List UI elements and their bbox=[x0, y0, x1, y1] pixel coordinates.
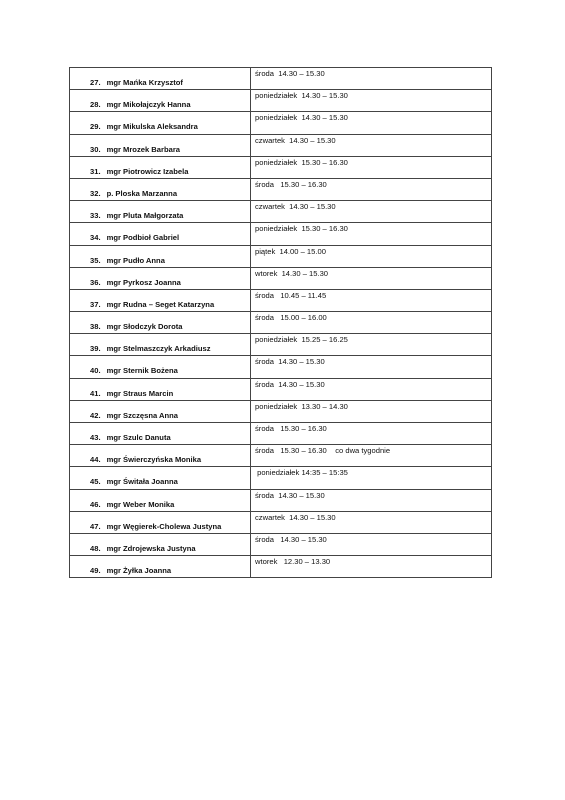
teacher-cell bbox=[70, 312, 251, 334]
hours-cell bbox=[251, 90, 492, 112]
row-number: 45. bbox=[90, 477, 101, 487]
teacher-entry bbox=[70, 379, 250, 399]
teacher-cell bbox=[70, 156, 251, 178]
row-number: 34. bbox=[90, 233, 101, 243]
teacher-name: mgr Mańka Krzysztof bbox=[106, 78, 183, 87]
teacher-entry bbox=[70, 534, 250, 554]
consultation-hours: wtorek 14.30 – 15.30 bbox=[255, 268, 329, 278]
teacher-entry bbox=[70, 490, 250, 510]
consultation-hours: środa 15.30 – 16.30 bbox=[255, 179, 327, 189]
teacher-cell bbox=[70, 90, 251, 112]
consultation-hours: środa 14.30 – 15.30 bbox=[255, 490, 325, 500]
teacher-entry bbox=[70, 423, 250, 443]
table-row bbox=[70, 178, 492, 200]
hours-cell bbox=[251, 489, 492, 511]
hours-cell bbox=[251, 423, 492, 445]
row-number: 39. bbox=[90, 344, 101, 354]
teacher-cell bbox=[70, 533, 251, 555]
consultation-hours: czwartek 14.30 – 15.30 bbox=[255, 135, 336, 145]
teacher-cell bbox=[70, 467, 251, 489]
teacher-name: mgr Szczęsna Anna bbox=[106, 410, 179, 420]
hours-cell bbox=[251, 201, 492, 223]
teacher-name: mgr Szulc Danuta bbox=[106, 433, 171, 442]
row-number: 40. bbox=[90, 366, 101, 376]
teacher-cell bbox=[70, 178, 251, 200]
hours-cell bbox=[251, 556, 492, 578]
consultation-hours: poniedziałek 14.30 – 15.30 bbox=[255, 113, 348, 123]
row-number: 37. bbox=[90, 299, 101, 309]
teacher-entry bbox=[70, 445, 250, 465]
table-row bbox=[70, 68, 492, 90]
teacher-name: mgr Żyłka Joanna bbox=[106, 566, 172, 576]
table-row bbox=[70, 423, 492, 445]
teacher-cell bbox=[70, 245, 251, 267]
consultation-hours: poniedziałek 13.30 – 14.30 bbox=[255, 401, 348, 411]
hours-cell bbox=[251, 156, 492, 178]
table-row bbox=[70, 356, 492, 378]
teacher-name: mgr Słodczyk Dorota bbox=[106, 322, 183, 332]
row-number: 33. bbox=[90, 211, 101, 221]
row-number: 49. bbox=[90, 566, 101, 576]
teacher-entry bbox=[70, 512, 250, 532]
consultation-hours: środa 14.30 – 15.30 bbox=[255, 379, 325, 389]
table-body bbox=[70, 68, 492, 578]
hours-cell bbox=[251, 134, 492, 156]
row-number: 30. bbox=[90, 144, 101, 154]
consultation-hours: środa 15.00 – 16.00 bbox=[255, 313, 327, 323]
row-number: 29. bbox=[90, 122, 101, 132]
teacher-entry bbox=[70, 356, 250, 376]
hours-cell bbox=[251, 467, 492, 489]
hours-cell bbox=[251, 245, 492, 267]
table-row bbox=[70, 156, 492, 178]
row-number: 43. bbox=[90, 433, 101, 442]
teacher-name: mgr Zdrojewska Justyna bbox=[106, 543, 196, 553]
row-number: 46. bbox=[90, 499, 101, 509]
teacher-name: mgr Stelmaszczyk Arkadiusz bbox=[106, 344, 211, 354]
consultation-hours: poniedziałek 14:35 – 15:35 bbox=[255, 468, 348, 478]
row-number: 27. bbox=[90, 78, 101, 87]
row-number: 44. bbox=[90, 455, 101, 465]
consultation-hours: środa 14.30 – 15.30 bbox=[255, 69, 325, 78]
row-number: 31. bbox=[90, 166, 101, 176]
row-number: 48. bbox=[90, 543, 101, 553]
hours-cell bbox=[251, 267, 492, 289]
teacher-cell bbox=[70, 267, 251, 289]
teacher-cell bbox=[70, 378, 251, 400]
table-row bbox=[70, 556, 492, 578]
hours-cell bbox=[251, 289, 492, 311]
table-row bbox=[70, 533, 492, 555]
teacher-entry bbox=[70, 334, 250, 354]
table-row bbox=[70, 90, 492, 112]
hours-cell bbox=[251, 533, 492, 555]
teacher-entry bbox=[70, 556, 250, 576]
consultation-hours: środa 15.30 – 16.30 bbox=[255, 424, 327, 433]
teacher-entry bbox=[70, 467, 250, 487]
consultation-hours: czwartek 14.30 – 15.30 bbox=[255, 512, 336, 522]
teacher-entry bbox=[70, 135, 250, 155]
row-number: 38. bbox=[90, 322, 101, 332]
teacher-name: mgr Podbioł Gabriel bbox=[106, 233, 180, 243]
teacher-cell bbox=[70, 445, 251, 467]
consultation-hours: środa 10.45 – 11.45 bbox=[255, 290, 327, 300]
hours-cell bbox=[251, 445, 492, 467]
teacher-name: mgr Mikulska Aleksandra bbox=[106, 122, 198, 132]
teacher-cell bbox=[70, 356, 251, 378]
consultation-hours: poniedziałek 15.30 – 16.30 bbox=[255, 157, 348, 167]
table-row bbox=[70, 334, 492, 356]
consultation-hours-table bbox=[69, 67, 492, 578]
teacher-name: mgr Świerczyńska Monika bbox=[106, 455, 202, 465]
consultation-hours: piątek 14.00 – 15.00 bbox=[255, 246, 326, 256]
table-row bbox=[70, 400, 492, 422]
teacher-name: mgr Świtała Joanna bbox=[106, 477, 178, 487]
teacher-cell bbox=[70, 68, 251, 90]
teacher-name: mgr Straus Marcin bbox=[106, 388, 174, 398]
row-number: 35. bbox=[90, 255, 101, 265]
teacher-name: mgr Weber Monika bbox=[106, 499, 175, 509]
table-row bbox=[70, 511, 492, 533]
teacher-name: mgr Mikołajczyk Hanna bbox=[106, 100, 191, 110]
teacher-cell bbox=[70, 489, 251, 511]
table-row bbox=[70, 245, 492, 267]
teacher-name: mgr Rudna – Seget Katarzyna bbox=[106, 299, 215, 309]
teacher-name: mgr Pluta Małgorzata bbox=[106, 211, 184, 221]
hours-cell bbox=[251, 334, 492, 356]
teacher-cell bbox=[70, 400, 251, 422]
row-number: 41. bbox=[90, 388, 101, 398]
consultation-hours: poniedziałek 15.25 – 16.25 bbox=[255, 335, 348, 345]
consultation-hours: środa 14.30 – 15.30 bbox=[255, 357, 325, 367]
consultation-hours: środa 14.30 – 15.30 bbox=[255, 534, 327, 544]
teacher-entry bbox=[70, 268, 250, 288]
consultation-hours: czwartek 14.30 – 15.30 bbox=[255, 202, 336, 212]
table-row bbox=[70, 134, 492, 156]
consultation-hours: poniedziałek 14.30 – 15.30 bbox=[255, 91, 348, 101]
teacher-name: mgr Sternik Bożena bbox=[106, 366, 178, 376]
teacher-cell bbox=[70, 289, 251, 311]
hours-cell bbox=[251, 223, 492, 245]
table-row bbox=[70, 112, 492, 134]
teacher-name: mgr Pudło Anna bbox=[106, 255, 165, 265]
table-row bbox=[70, 267, 492, 289]
hours-cell bbox=[251, 178, 492, 200]
hours-cell bbox=[251, 356, 492, 378]
row-number: 28. bbox=[90, 100, 101, 110]
row-number: 42. bbox=[90, 410, 101, 420]
hours-cell bbox=[251, 68, 492, 90]
table-row bbox=[70, 223, 492, 245]
teacher-entry bbox=[70, 312, 250, 332]
row-number: 47. bbox=[90, 521, 101, 531]
teacher-cell bbox=[70, 134, 251, 156]
teacher-entry bbox=[70, 290, 250, 310]
teacher-cell bbox=[70, 201, 251, 223]
table-row bbox=[70, 201, 492, 223]
hours-cell bbox=[251, 312, 492, 334]
teacher-entry bbox=[70, 157, 250, 177]
teacher-cell bbox=[70, 223, 251, 245]
teacher-cell bbox=[70, 511, 251, 533]
teacher-name: mgr Piotrowicz Izabela bbox=[106, 166, 189, 176]
table-row bbox=[70, 489, 492, 511]
teacher-entry bbox=[70, 401, 250, 421]
teacher-entry bbox=[70, 179, 250, 199]
teacher-name: mgr Pyrkosz Joanna bbox=[106, 277, 181, 287]
teacher-cell bbox=[70, 112, 251, 134]
teacher-name: p. Ploska Marzanna bbox=[106, 188, 178, 198]
teacher-name: mgr Węgierek-Cholewa Justyna bbox=[106, 521, 222, 531]
table-row bbox=[70, 445, 492, 467]
teacher-cell bbox=[70, 334, 251, 356]
teacher-entry bbox=[70, 246, 250, 266]
teacher-entry bbox=[70, 112, 250, 132]
consultation-hours: wtorek 12.30 – 13.30 bbox=[255, 557, 331, 567]
teacher-entry bbox=[70, 223, 250, 243]
row-number: 36. bbox=[90, 277, 101, 287]
hours-cell bbox=[251, 112, 492, 134]
teacher-entry bbox=[70, 201, 250, 221]
hours-cell bbox=[251, 378, 492, 400]
consultation-hours: poniedziałek 15.30 – 16.30 bbox=[255, 224, 348, 234]
teacher-entry bbox=[70, 68, 250, 88]
hours-cell bbox=[251, 511, 492, 533]
table-row bbox=[70, 312, 492, 334]
table-row bbox=[70, 467, 492, 489]
teacher-entry bbox=[70, 90, 250, 110]
consultation-hours: środa 15.30 – 16.30 co dwa tygodnie bbox=[255, 446, 391, 456]
hours-cell bbox=[251, 400, 492, 422]
table-row bbox=[70, 289, 492, 311]
teacher-cell bbox=[70, 423, 251, 445]
teacher-name: mgr Mrozek Barbara bbox=[106, 144, 180, 154]
table-row bbox=[70, 378, 492, 400]
row-number: 32. bbox=[90, 188, 101, 198]
teacher-cell bbox=[70, 556, 251, 578]
